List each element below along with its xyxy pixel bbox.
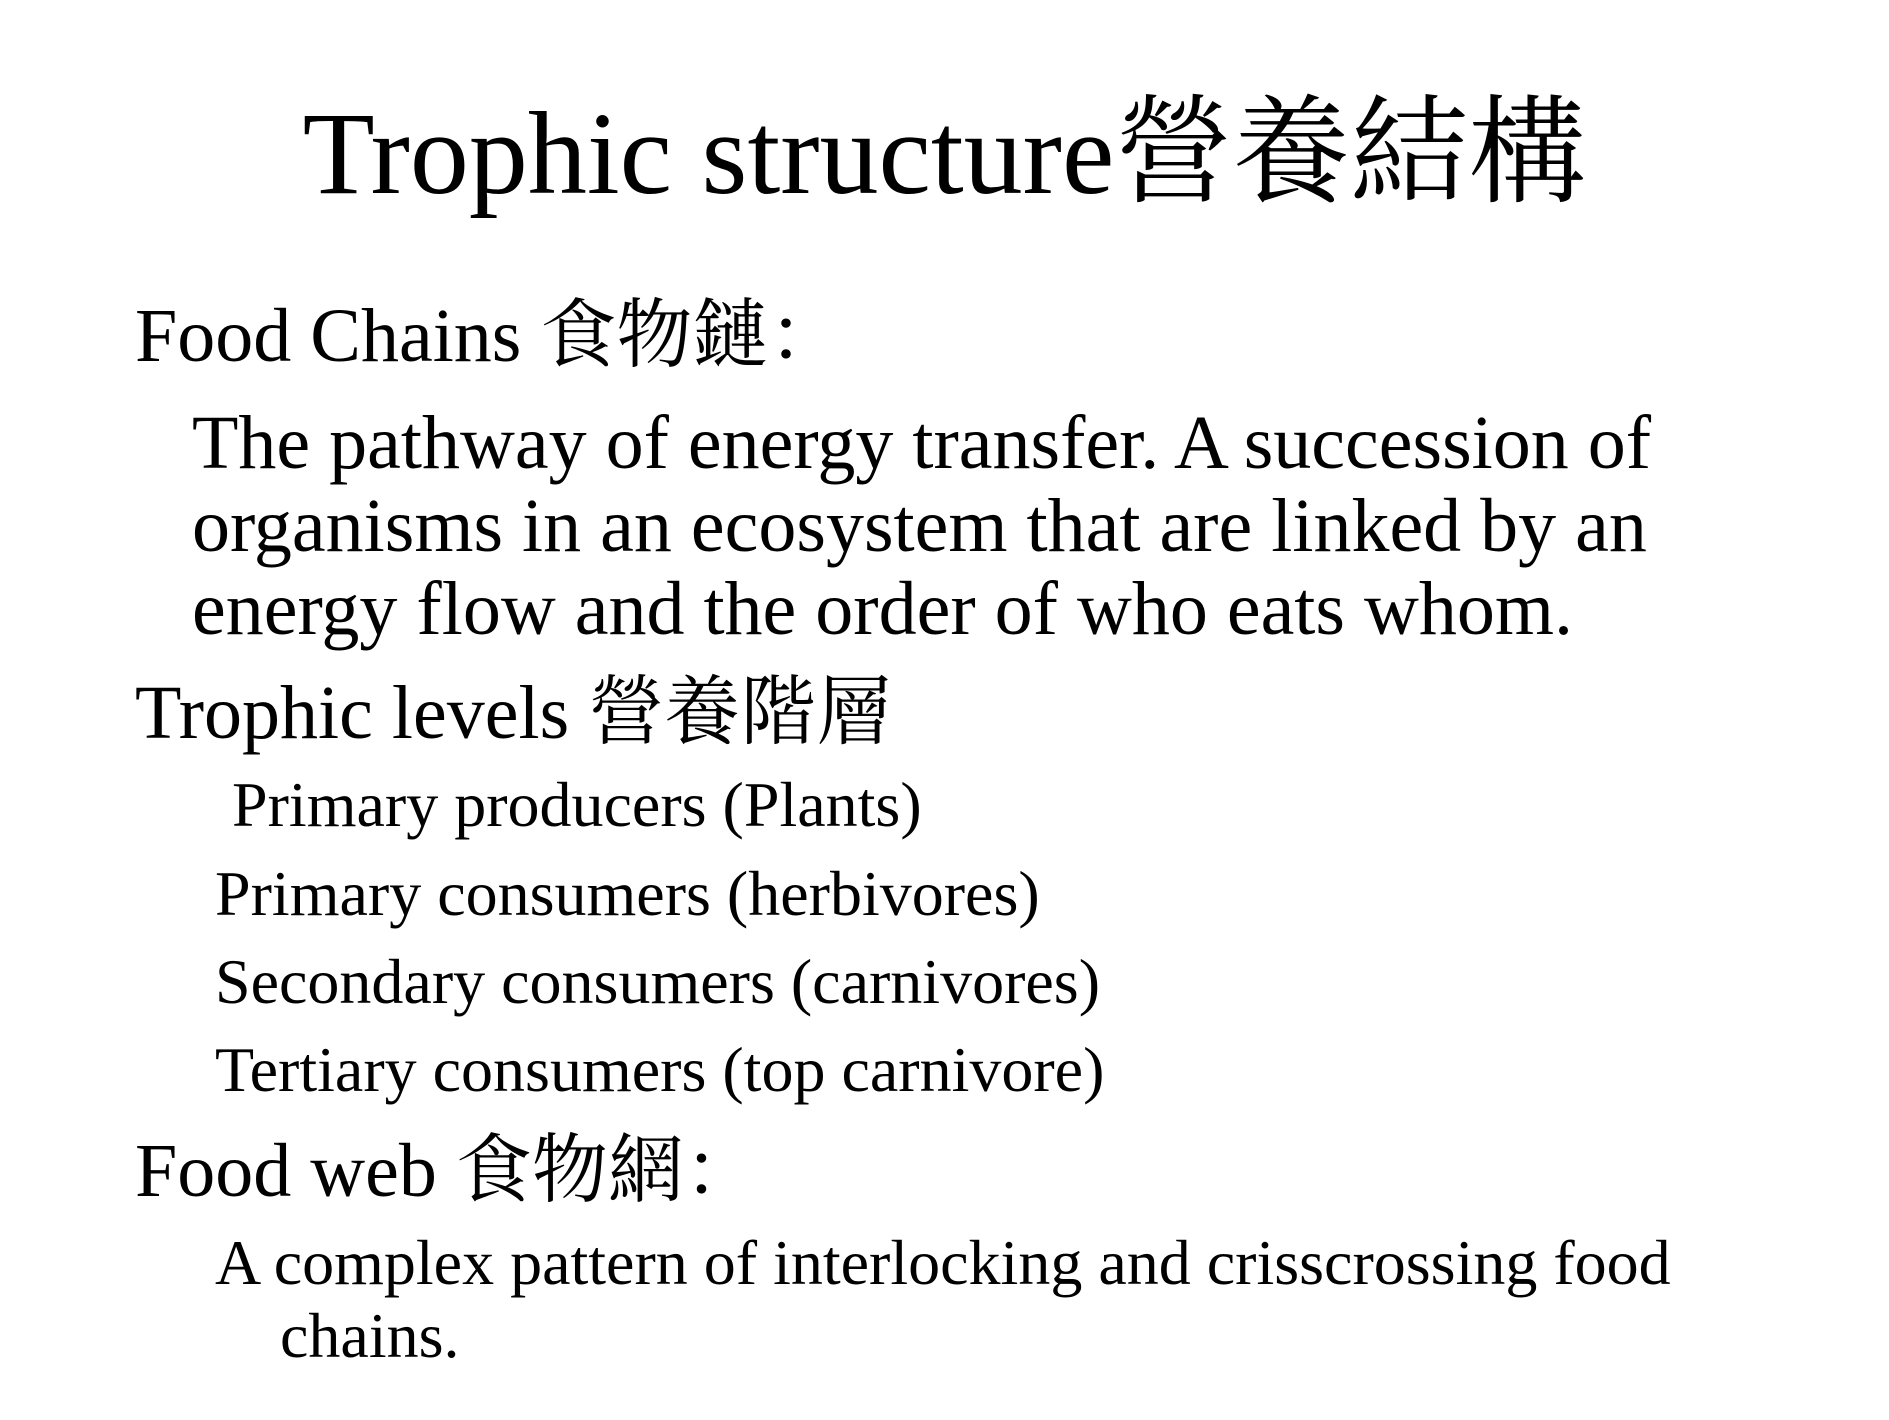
- food-chains-definition-line-2: organisms in an ecosystem that are linked by an: [192, 484, 1647, 568]
- trophic-level-item: Tertiary consumers (top carnivore): [215, 1034, 1105, 1105]
- food-web-definition-line-2: chains.: [280, 1300, 460, 1371]
- food-web-definition-line-1: A complex pattern of interlocking and crisscrossing food: [215, 1227, 1671, 1298]
- trophic-level-item: Secondary consumers (carnivores): [215, 946, 1100, 1017]
- slide-title: Trophic structure營養結構: [302, 88, 1587, 219]
- trophic-level-item: Primary producers (Plants): [232, 769, 922, 840]
- food-chains-heading: Food Chains 食物鏈：: [135, 294, 845, 378]
- food-chains-definition-line-1: The pathway of energy transfer. A succession of: [192, 401, 1652, 485]
- trophic-levels-heading: Trophic levels 營養階層: [135, 671, 893, 755]
- food-chains-definition-line-3: energy flow and the order of who eats whom.: [192, 567, 1573, 651]
- trophic-level-item: Primary consumers (herbivores): [215, 858, 1040, 929]
- food-web-heading: Food web 食物網：: [135, 1129, 760, 1213]
